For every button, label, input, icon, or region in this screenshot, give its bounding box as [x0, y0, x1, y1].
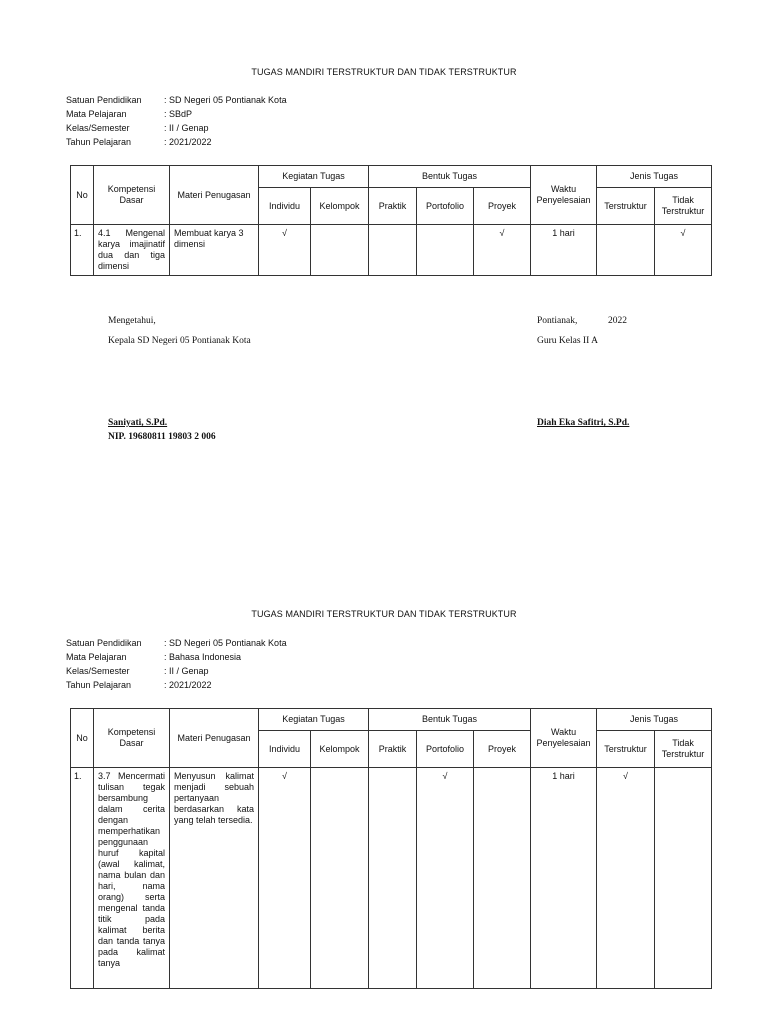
meta-row — [66, 650, 287, 664]
cell-no: 1. — [71, 225, 94, 276]
header-waktu: Waktu Penyelesaian — [531, 709, 597, 768]
meta-label: Satuan Pendidikan — [66, 95, 142, 105]
cell-terstruktur: √ — [597, 768, 655, 989]
cell-kompetensi: 3.7 Mencermati tulisan tegak bersambung dalam cerita dengan memperhatikan penggunaan huruf kapital (awal kalimat, nama bulan dan hari, nama orang) serta mengenal tanda titik pada kalimat berita dan tanda tanya pada kalimat tanya — [94, 768, 170, 989]
header-kegiatan: Kegiatan Tugas — [259, 166, 369, 188]
meta-value: : SD Negeri 05 Pontianak Kota — [164, 638, 287, 648]
header-individu: Individu — [259, 188, 311, 225]
cell-proyek: √ — [474, 225, 531, 276]
meta-row — [66, 636, 287, 650]
header-portofolio: Portofolio — [417, 731, 474, 768]
header-kelompok: Kelompok — [311, 731, 369, 768]
header-proyek: Proyek — [474, 731, 531, 768]
meta-row — [66, 678, 287, 692]
doc1-meta — [66, 93, 287, 149]
header-kompetensi: Kompetensi Dasar — [94, 166, 170, 225]
meta-row — [66, 93, 287, 107]
doc2-title: TUGAS MANDIRI TERSTRUKTUR DAN TIDAK TERSTRUKTUR — [251, 609, 517, 619]
meta-row — [66, 664, 287, 678]
cell-praktik — [369, 768, 417, 989]
cell-proyek — [474, 768, 531, 989]
meta-row — [66, 107, 287, 121]
cell-kelompok — [311, 225, 369, 276]
doc1-title: TUGAS MANDIRI TERSTRUKTUR DAN TIDAK TERSTRUKTUR — [251, 67, 517, 77]
header-portofolio: Portofolio — [417, 188, 474, 225]
sig-right-name: Diah Eka Safitri, S.Pd. — [537, 418, 630, 428]
cell-kelompok — [311, 768, 369, 989]
cell-tidak-terstruktur: √ — [655, 225, 712, 276]
header-kegiatan: Kegiatan Tugas — [259, 709, 369, 731]
cell-materi: Menyusun kalimat menjadi sebuah pertanyaan berdasarkan kata yang telah tersedia. — [170, 768, 259, 989]
meta-label: Kelas/Semester — [66, 666, 130, 676]
cell-terstruktur — [597, 225, 655, 276]
meta-value: : SD Negeri 05 Pontianak Kota — [164, 95, 287, 105]
meta-label: Tahun Pelajaran — [66, 137, 132, 147]
sig-left-nip: NIP. 19680811 19803 2 006 — [108, 432, 216, 442]
sig-right-year: 2022 — [608, 316, 627, 326]
sig-right-position: Guru Kelas II A — [537, 336, 598, 346]
sig-right-place: Pontianak, — [537, 316, 578, 326]
header-terstruktur: Terstruktur — [597, 731, 655, 768]
meta-value: : Bahasa Indonesia — [164, 652, 242, 662]
meta-value: : II / Genap — [164, 123, 209, 133]
meta-label: Kelas/Semester — [66, 123, 130, 133]
header-praktik: Praktik — [369, 188, 417, 225]
cell-kompetensi: 4.1 Mengenal karya imajinatif dua dan tiga dimensi — [94, 225, 170, 276]
header-materi: Materi Penugasan — [170, 166, 259, 225]
meta-value: : 2021/2022 — [164, 680, 212, 690]
meta-label: Mata Pelajaran — [66, 109, 127, 119]
sig-left-name: Saniyati, S.Pd. — [108, 418, 168, 428]
cell-waktu: 1 hari — [531, 225, 597, 276]
table-row — [71, 225, 712, 276]
header-waktu: Waktu Penyelesaian — [531, 166, 597, 225]
meta-row — [66, 135, 287, 149]
header-no: No — [71, 166, 94, 225]
cell-portofolio — [417, 225, 474, 276]
header-tidak-terstruktur: Tidak Terstruktur — [655, 188, 712, 225]
header-bentuk: Bentuk Tugas — [369, 166, 531, 188]
cell-no: 1. — [71, 768, 94, 989]
doc2-task-table — [70, 708, 712, 989]
cell-individu: √ — [259, 768, 311, 989]
cell-individu: √ — [259, 225, 311, 276]
cell-waktu: 1 hari — [531, 768, 597, 989]
header-proyek: Proyek — [474, 188, 531, 225]
table-row — [71, 768, 712, 989]
header-bentuk: Bentuk Tugas — [369, 709, 531, 731]
header-jenis: Jenis Tugas — [597, 709, 712, 731]
meta-row — [66, 121, 287, 135]
sig-left-greeting: Mengetahui, — [108, 316, 156, 326]
cell-tidak-terstruktur — [655, 768, 712, 989]
header-materi: Materi Penugasan — [170, 709, 259, 768]
header-individu: Individu — [259, 731, 311, 768]
cell-materi: Membuat karya 3 dimensi — [170, 225, 259, 276]
cell-portofolio: √ — [417, 768, 474, 989]
meta-value: : 2021/2022 — [164, 137, 212, 147]
meta-label: Tahun Pelajaran — [66, 680, 132, 690]
header-terstruktur: Terstruktur — [597, 188, 655, 225]
meta-label: Satuan Pendidikan — [66, 638, 142, 648]
doc2-meta — [66, 636, 287, 692]
sig-left-position: Kepala SD Negeri 05 Pontianak Kota — [108, 336, 251, 346]
header-kompetensi: Kompetensi Dasar — [94, 709, 170, 768]
doc1-task-table — [70, 165, 712, 276]
header-no: No — [71, 709, 94, 768]
header-kelompok: Kelompok — [311, 188, 369, 225]
meta-label: Mata Pelajaran — [66, 652, 127, 662]
header-tidak-terstruktur: Tidak Terstruktur — [655, 731, 712, 768]
header-praktik: Praktik — [369, 731, 417, 768]
meta-value: : SBdP — [164, 109, 193, 119]
meta-value: : II / Genap — [164, 666, 209, 676]
header-jenis: Jenis Tugas — [597, 166, 712, 188]
cell-praktik — [369, 225, 417, 276]
